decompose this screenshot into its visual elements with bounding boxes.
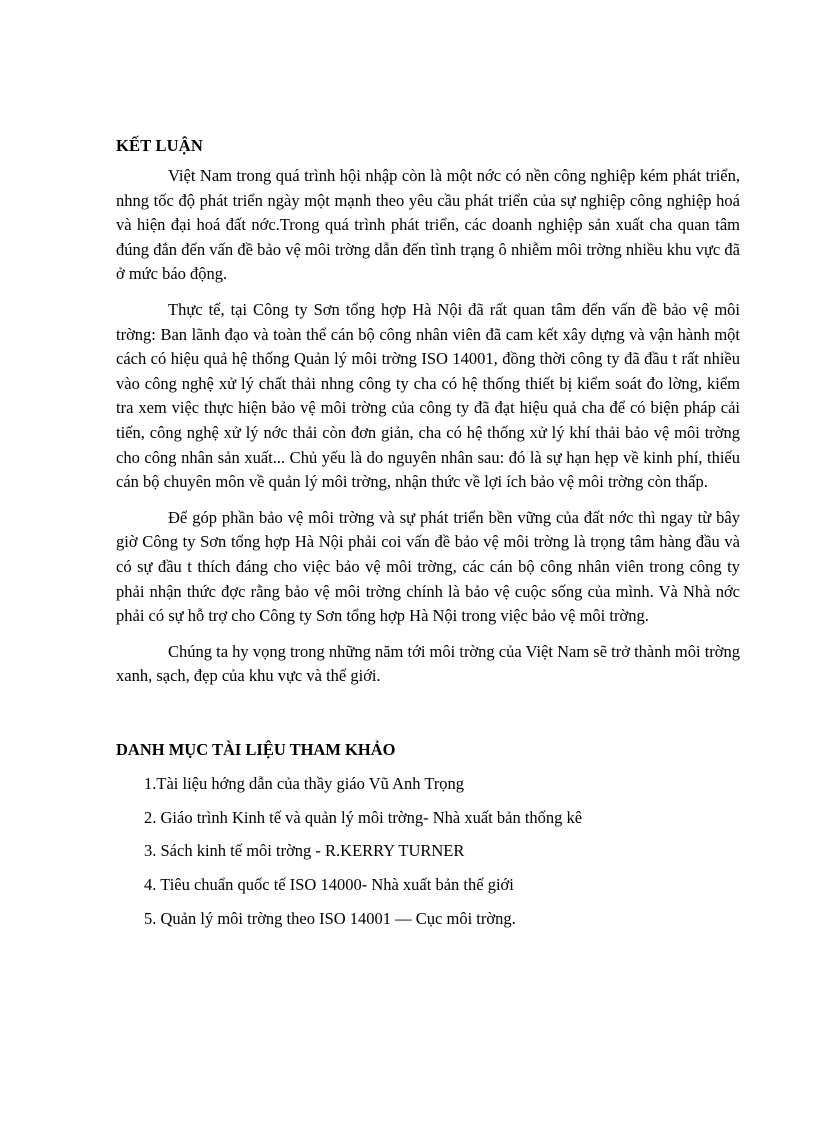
conclusion-paragraph-4: Chúng ta hy vọng trong những năm tới môi trờng của Việt Nam sẽ trở thành môi trờng xanh, sạch, đẹp của khu vực và thế giới. [116,641,740,686]
reference-item-4: 4. Tiêu chuẩn quốc tế ISO 14000- Nhà xuất bản thế giới [144,875,514,895]
conclusion-paragraph-2: Thực tế, tại Công ty Sơn tổng hợp Hà Nội đã rất quan tâm đến vấn đề bảo vệ môi trờng: Ban lãnh đạo và toàn thể cán bộ công nhân viên đã cam kết xây dựng và vận hành một cách có hiệu quả hệ thống Quản lý môi trờng ISO 14001, đồng thời công ty đã đầu t rất nhiều vào công nghệ xử lý chất thải nhng công ty cha có hệ thống thiết bị kiểm soát đo lờng, kiểm tra xem việc thực hiện bảo vệ môi trờng của công ty đã đạt hiệu quả cha để có biện pháp cải tiến, công nghệ xử lý nớc thải còn đơn giản, cha có hệ thống xử lý khí thải bảo vệ môi trờng cho công nhân sản xuất... Chủ yếu là do nguyên nhân sau: đó là sự hạn hẹp về kinh phí, thiếu cán bộ chuyên môn về quản lý môi trờng, nhận thức về lợi ích bảo vệ môi trờng còn thấp. [116,299,740,492]
conclusion-heading: KẾT LUẬN [116,136,204,155]
reference-item-5: 5. Quản lý môi trờng theo ISO 14001 — Cục môi trờng. [144,909,516,929]
reference-item-3: 3. Sách kinh tế môi trờng - R.KERRY TURNER [144,841,465,861]
reference-item-2: 2. Giáo trình Kinh tế và quản lý môi trờng- Nhà xuất bản thống kê [144,807,583,827]
reference-item-1: 1.Tài liệu hớng dẫn của thầy giáo Vũ Anh Trọng [144,773,465,793]
document-page [116,134,740,942]
conclusion-paragraph-1: Việt Nam trong quá trình hội nhập còn là một nớc có nền công nghiệp kém phát triển, nhng tốc độ phát triển ngày một mạnh theo yêu cầu phát triển của sự nghiệp công nghiệp hoá và hiện đại hoá đất nớc.Trong quá trình phát triển, các doanh nghiệp sản xuất cha quan tâm đúng đắn đến vấn đề bảo vệ môi trờng dẫn đến tình trạng ô nhiễm môi trờng nhiều khu vực đã ở mức báo động. [116,166,740,284]
reference-list [116,773,740,930]
references-heading: DANH MỤC TÀI LIỆU THAM KHẢO [116,739,396,759]
conclusion-paragraph-3: Để góp phần bảo vệ môi trờng và sự phát triển bền vững của đất nớc thì ngay từ bây giờ Công ty Sơn tổng hợp Hà Nội phải coi vấn đề bảo vệ môi trờng là trọng tâm hàng đầu và có sự đầu t thích đáng cho việc bảo vệ môi trờng, các cán bộ công nhân viên trong công ty phải nhận thức đợc rằng bảo vệ môi trờng chính là bảo vệ cuộc sống của mình. Và Nhà nớc phải có sự hỗ trợ cho Công ty Sơn tổng hợp Hà Nội trong việc bảo vệ môi trờng. [116,507,740,626]
